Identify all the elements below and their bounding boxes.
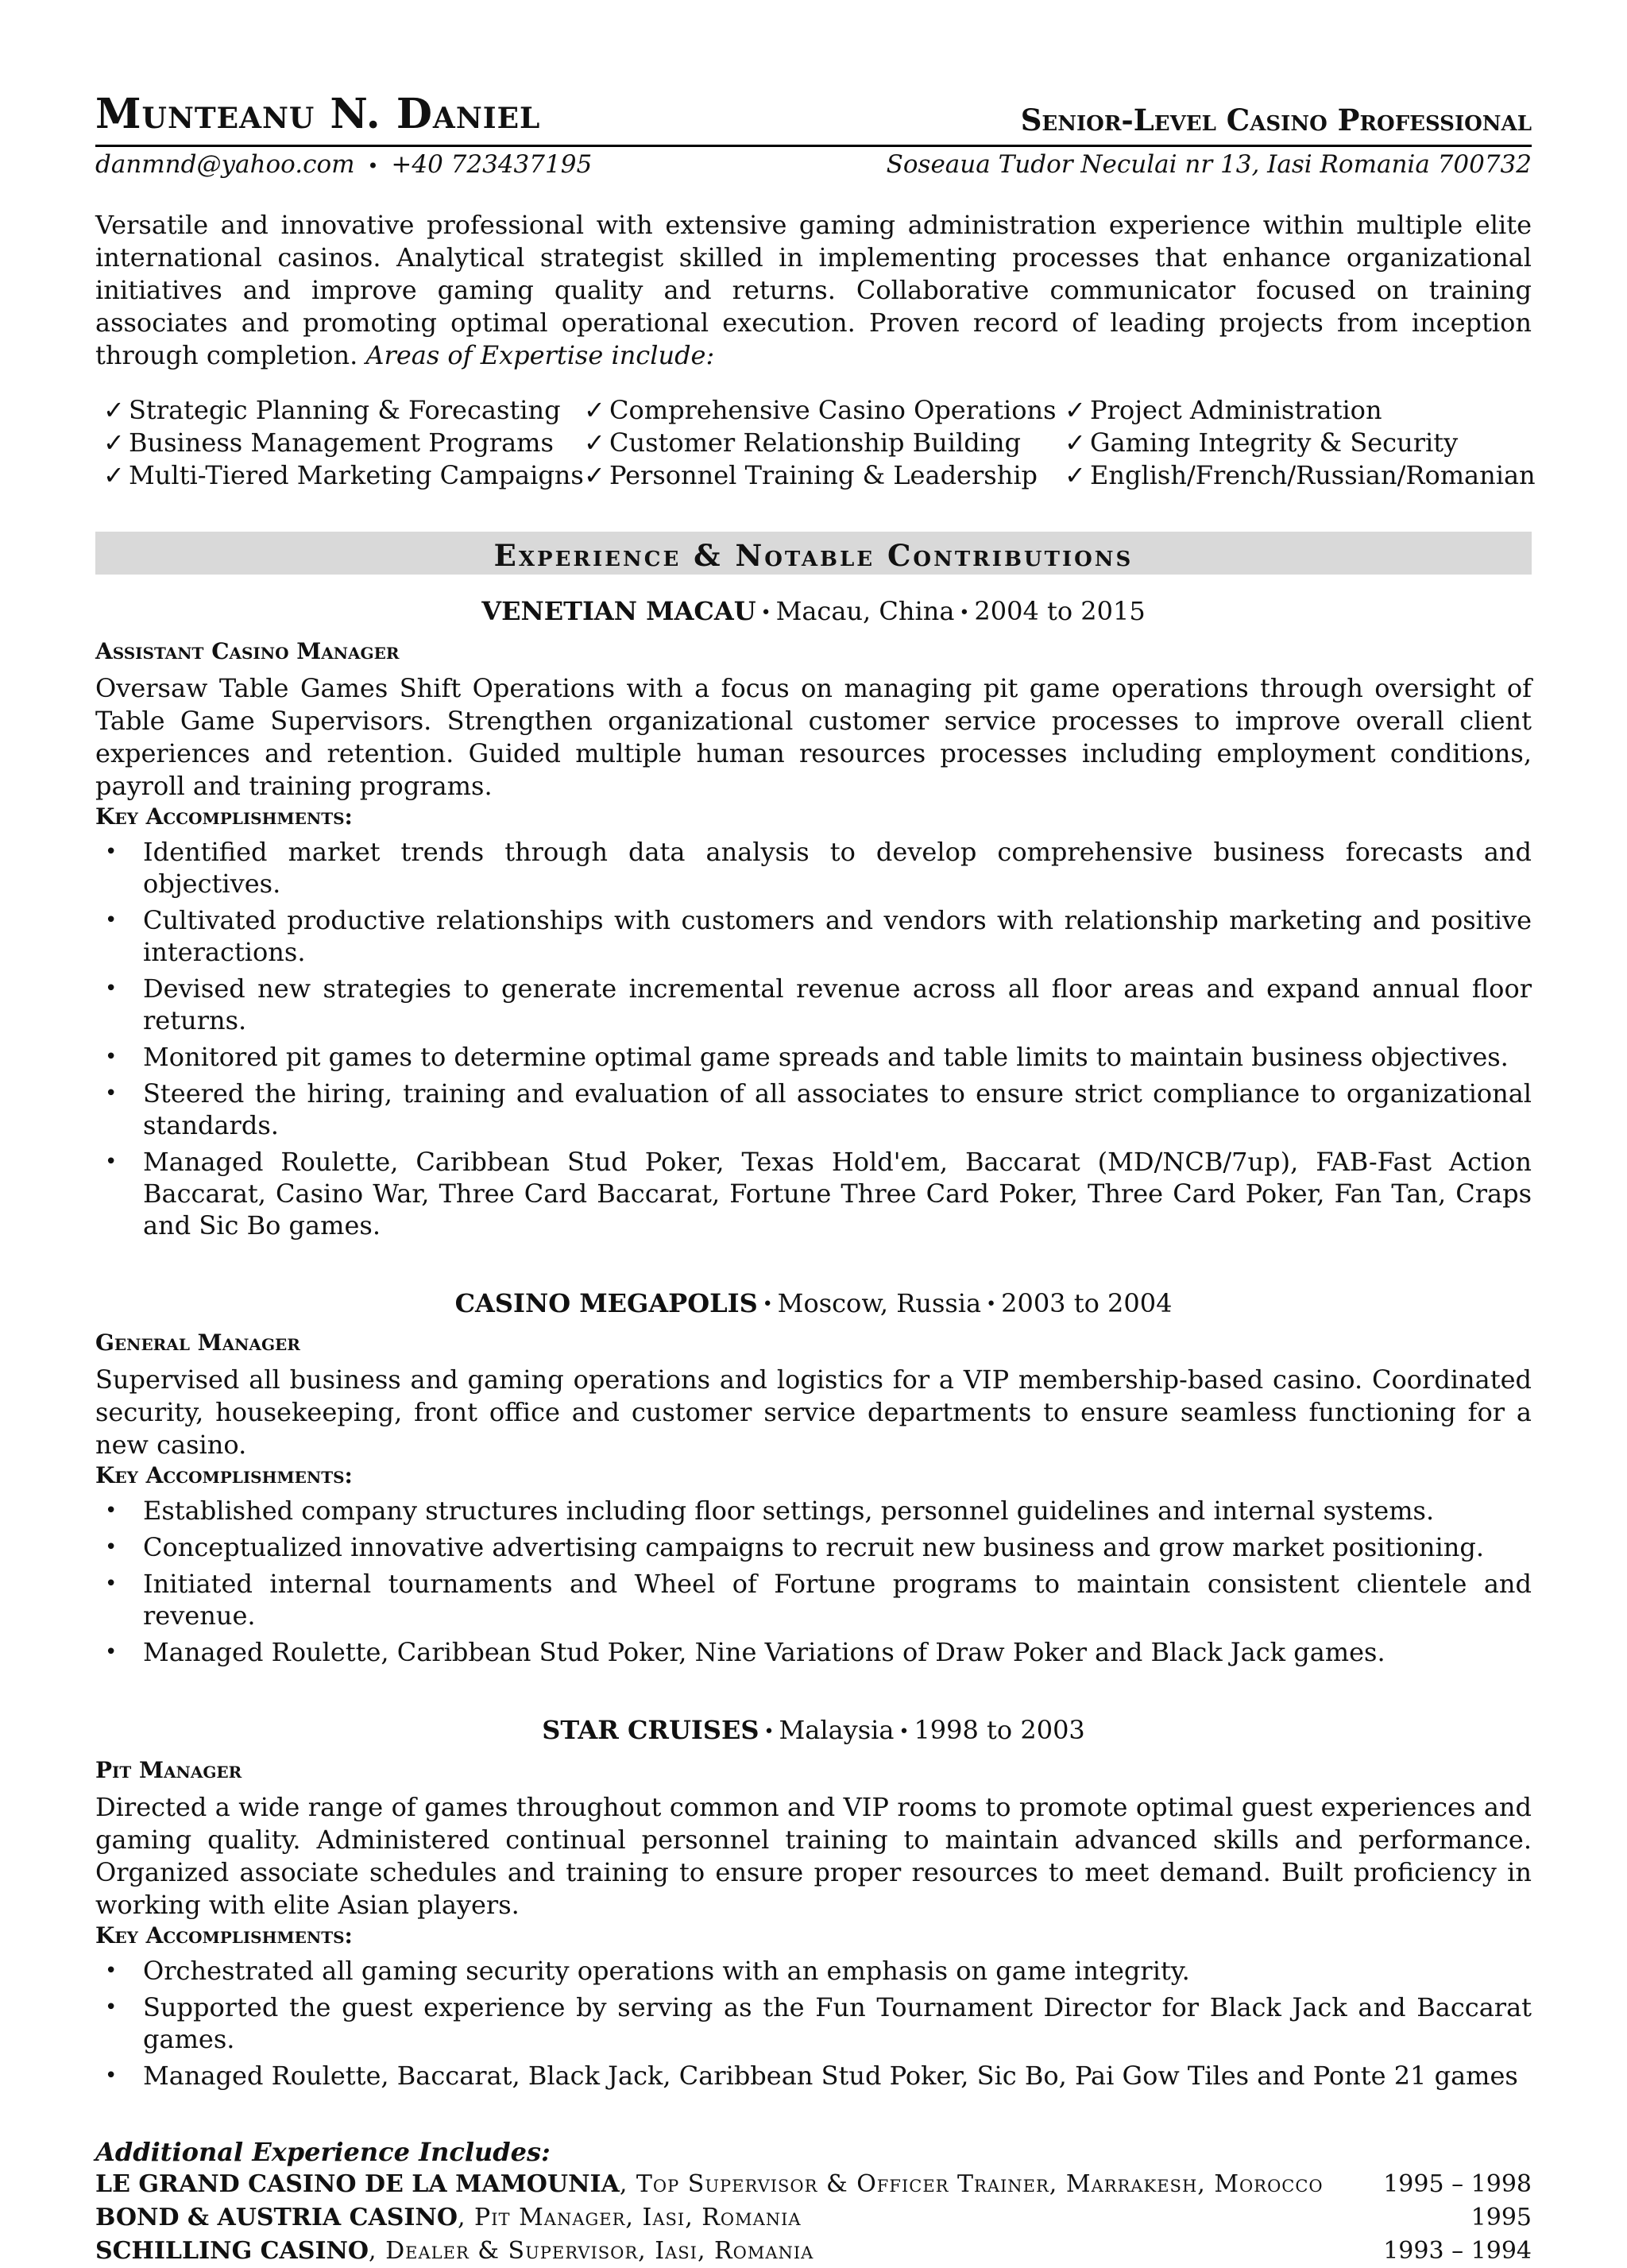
summary-text: Versatile and innovative professional with extensive gaming administration experience within multiple elite international casinos. Analytical strategist skilled in implementing processes that enhance organizational initiatives and improve gaming quality and returns. Collaborative communicator focused on training associates and promoting optimal operational execution. Proven record of leading projects from inception through completion. (95, 210, 1532, 370)
bullet-dot: • (105, 1535, 118, 1559)
accomplishment-list (95, 1495, 1532, 1668)
job-description: Directed a wide range of games throughout common and VIP rooms to promote optimal guest experiences and gaming quality. Administered continual personnel training to maintain advanced skills and performance. Organized associate schedules and training to ensure proper resources to meet demand. Built proficiency in working with elite Asian players. (95, 1791, 1532, 1920)
skill-item: ✓ Business Management Programs (95, 427, 576, 459)
skill-item: ✓ Multi-Tiered Marketing Campaigns (95, 459, 576, 492)
check-icon: ✓ (103, 428, 125, 458)
key-accomplishments-label: Key Accomplishments: (95, 1922, 353, 1949)
list-item: • Managed Roulette, Caribbean Stud Poker, Nine Variations of Draw Poker and Black Jack games. (105, 1637, 1385, 1667)
list-item: • Cultivated productive relationships with customers and vendors with relationship marketing and positive interactions. (105, 904, 1532, 967)
bullet-dot: • (105, 839, 118, 864)
employer-dates: 2004 to 2015 (974, 596, 1146, 626)
skill-item: ✓ English/French/Russian/Romanian (1057, 459, 1532, 492)
candidate-role: Senior-Level Casino Professional (1020, 103, 1532, 137)
skill-item: ✓ Gaming Integrity & Security (1057, 427, 1532, 459)
bullet-dot: • (105, 1640, 118, 1664)
candidate-name: Munteanu N. Daniel (95, 90, 541, 138)
employer-location: Malaysia (779, 1715, 895, 1745)
bullet-dot: • (105, 1995, 118, 2019)
additional-years: 1995 – 1998 (1383, 2169, 1532, 2198)
list-item: • Managed Roulette, Baccarat, Black Jack, Caribbean Stud Poker, Sic Bo, Pai Gow Tiles and Ponte 21 games (105, 2060, 1518, 2091)
list-item: • Conceptualized innovative advertising campaigns to recruit new business and grow market positioning. (105, 1532, 1484, 1562)
skills-column-1 (95, 394, 584, 492)
list-item: • Supported the guest experience by serving as the Fun Tournament Director for Black Jack and Baccarat games. (105, 1991, 1532, 2054)
bullet-dot: • (105, 1149, 118, 1174)
list-item: • Established company structures including floor settings, personnel guidelines and internal systems. (105, 1496, 1435, 1526)
address: Soseaua Tudor Neculai nr 13, Iasi Romania 700732 (886, 150, 1532, 179)
bullet-dot: • (105, 1572, 118, 1596)
employer-location: Macau, China (775, 596, 955, 626)
skill-item: ✓ Comprehensive Casino Operations (576, 394, 1057, 427)
list-item: • Orchestrated all gaming security operations with an emphasis on game integrity. (105, 1955, 1190, 1986)
employer-location: Moscow, Russia (777, 1287, 982, 1318)
separator-dot: • (762, 1295, 773, 1314)
additional-row (95, 2201, 1532, 2235)
skill-item: ✓ Personnel Training & Leadership (576, 459, 1057, 492)
section-title-experience: Experience & Notable Contributions (95, 532, 1532, 575)
phone-number: +40 723437195 (391, 150, 593, 179)
job-title: Assistant Casino Manager (95, 637, 400, 664)
employer-name: STAR CRUISES (542, 1715, 759, 1745)
bullet-dot: • (105, 2063, 118, 2088)
bullet-dot: • (105, 1044, 118, 1069)
bullet-dot: • (105, 1499, 118, 1523)
additional-experience-heading: Additional Experience Includes: (95, 2136, 551, 2167)
skill-item: ✓ Customer Relationship Building (576, 427, 1057, 459)
key-accomplishments-label: Key Accomplishments: (95, 1462, 353, 1488)
header-row (95, 90, 1532, 138)
expertise-label: Areas of Expertise include: (365, 340, 715, 370)
skills-column-2 (576, 394, 1057, 492)
employer-name: CASINO MEGAPOLIS (454, 1287, 758, 1318)
job-description: Supervised all business and gaming operations and logistics for a VIP membership-based casino. Coordinated security, housekeeping, front office and customer service departments to ensure seamless functioning for a new casino. (95, 1364, 1532, 1460)
separator-dot: • (760, 602, 771, 623)
accomplishment-list (95, 836, 1532, 1241)
header-rule (95, 145, 1532, 147)
list-item: • Managed Roulette, Caribbean Stud Poker, Texas Hold'em, Baccarat (MD/NCB/7up), FAB-Fast Action Baccarat, Casino War, Three Card Baccarat, Fortune Three Card Poker, Three Card Poker, Fan Tan, Craps and Sic Bo games. (105, 1146, 1532, 1240)
list-item: • Initiated internal tournaments and Wheel of Fortune programs to maintain consistent clientele and revenue. (105, 1569, 1532, 1631)
employer-line (95, 594, 1532, 631)
additional-details: , Dealer & Supervisor, Iasi, Romania (369, 2236, 814, 2265)
contact-row (95, 150, 1532, 179)
employer-line (95, 1713, 1532, 1750)
separator-dot: • (367, 155, 379, 177)
key-accomplishments-label: Key Accomplishments: (95, 803, 353, 830)
additional-company: BOND & AUSTRIA CASINO (95, 2203, 458, 2231)
check-icon: ✓ (584, 428, 605, 458)
additional-details: , Top Supervisor & Officer Trainer, Marrakesh, Morocco (619, 2169, 1324, 2198)
check-icon: ✓ (584, 460, 605, 490)
employer-dates: 2003 to 2004 (1001, 1287, 1173, 1318)
job-block-star-cruises (95, 1713, 1532, 2092)
separator-dot: • (986, 1295, 997, 1314)
list-item: • Monitored pit games to determine optimal game spreads and table limits to maintain business objectives. (105, 1041, 1509, 1072)
employer-line (95, 1286, 1532, 1323)
list-item: • Identified market trends through data analysis to develop comprehensive business forecasts and objectives. (105, 836, 1532, 899)
job-title: Pit Manager (95, 1756, 242, 1783)
bullet-dot: • (105, 976, 118, 1000)
email-link[interactable]: danmnd@yahoo.com (95, 150, 355, 179)
employer-dates: 1998 to 2003 (914, 1715, 1085, 1745)
skill-item: ✓ Strategic Planning & Forecasting (95, 394, 576, 427)
skill-item: ✓ Project Administration (1057, 394, 1532, 427)
check-icon: ✓ (1065, 460, 1086, 490)
summary-paragraph (95, 209, 1532, 372)
check-icon: ✓ (1065, 395, 1086, 425)
check-icon: ✓ (584, 395, 605, 425)
additional-company: SCHILLING CASINO (95, 2236, 369, 2265)
additional-years: 1995 (1470, 2203, 1532, 2231)
additional-details: , Pit Manager, Iasi, Romania (457, 2203, 802, 2231)
list-item: • Devised new strategies to generate incremental revenue across all floor areas and expand annual floor returns. (105, 973, 1532, 1035)
job-block-megapolis (95, 1286, 1532, 1669)
check-icon: ✓ (1065, 428, 1086, 458)
check-icon: ✓ (103, 395, 125, 425)
additional-company: LE GRAND CASINO DE LA MAMOUNIA (95, 2169, 620, 2198)
separator-dot: • (763, 1721, 775, 1742)
additional-row (95, 2168, 1532, 2201)
job-title: General Manager (95, 1329, 300, 1356)
bullet-dot: • (105, 1081, 118, 1105)
bullet-dot: • (105, 908, 118, 932)
spacer (95, 1241, 1532, 1286)
contact-left (95, 150, 592, 179)
check-icon: ✓ (103, 460, 125, 490)
bullet-dot: • (105, 1958, 118, 1983)
spacer (95, 1668, 1532, 1713)
resume-page (95, 90, 1536, 2268)
additional-row (95, 2235, 1532, 2268)
skills-column-3 (1057, 394, 1536, 492)
separator-dot: • (899, 1721, 910, 1742)
job-block-venetian (95, 594, 1532, 1241)
additional-years: 1993 – 1994 (1383, 2236, 1532, 2265)
skills-grid (95, 394, 1536, 492)
employer-name: VENETIAN MACAU (481, 596, 756, 626)
job-description: Oversaw Table Games Shift Operations with a focus on managing pit game operations through oversight of Table Game Supervisors. Strengthen organizational customer service processes to improve overall client experiences and retention. Guided multiple human resources processes including employment conditions, payroll and training programs. (95, 672, 1532, 801)
accomplishment-list (95, 1955, 1532, 2092)
separator-dot: • (959, 602, 970, 623)
list-item: • Steered the hiring, training and evaluation of all associates to ensure strict compliance to organizational standards. (105, 1078, 1532, 1140)
